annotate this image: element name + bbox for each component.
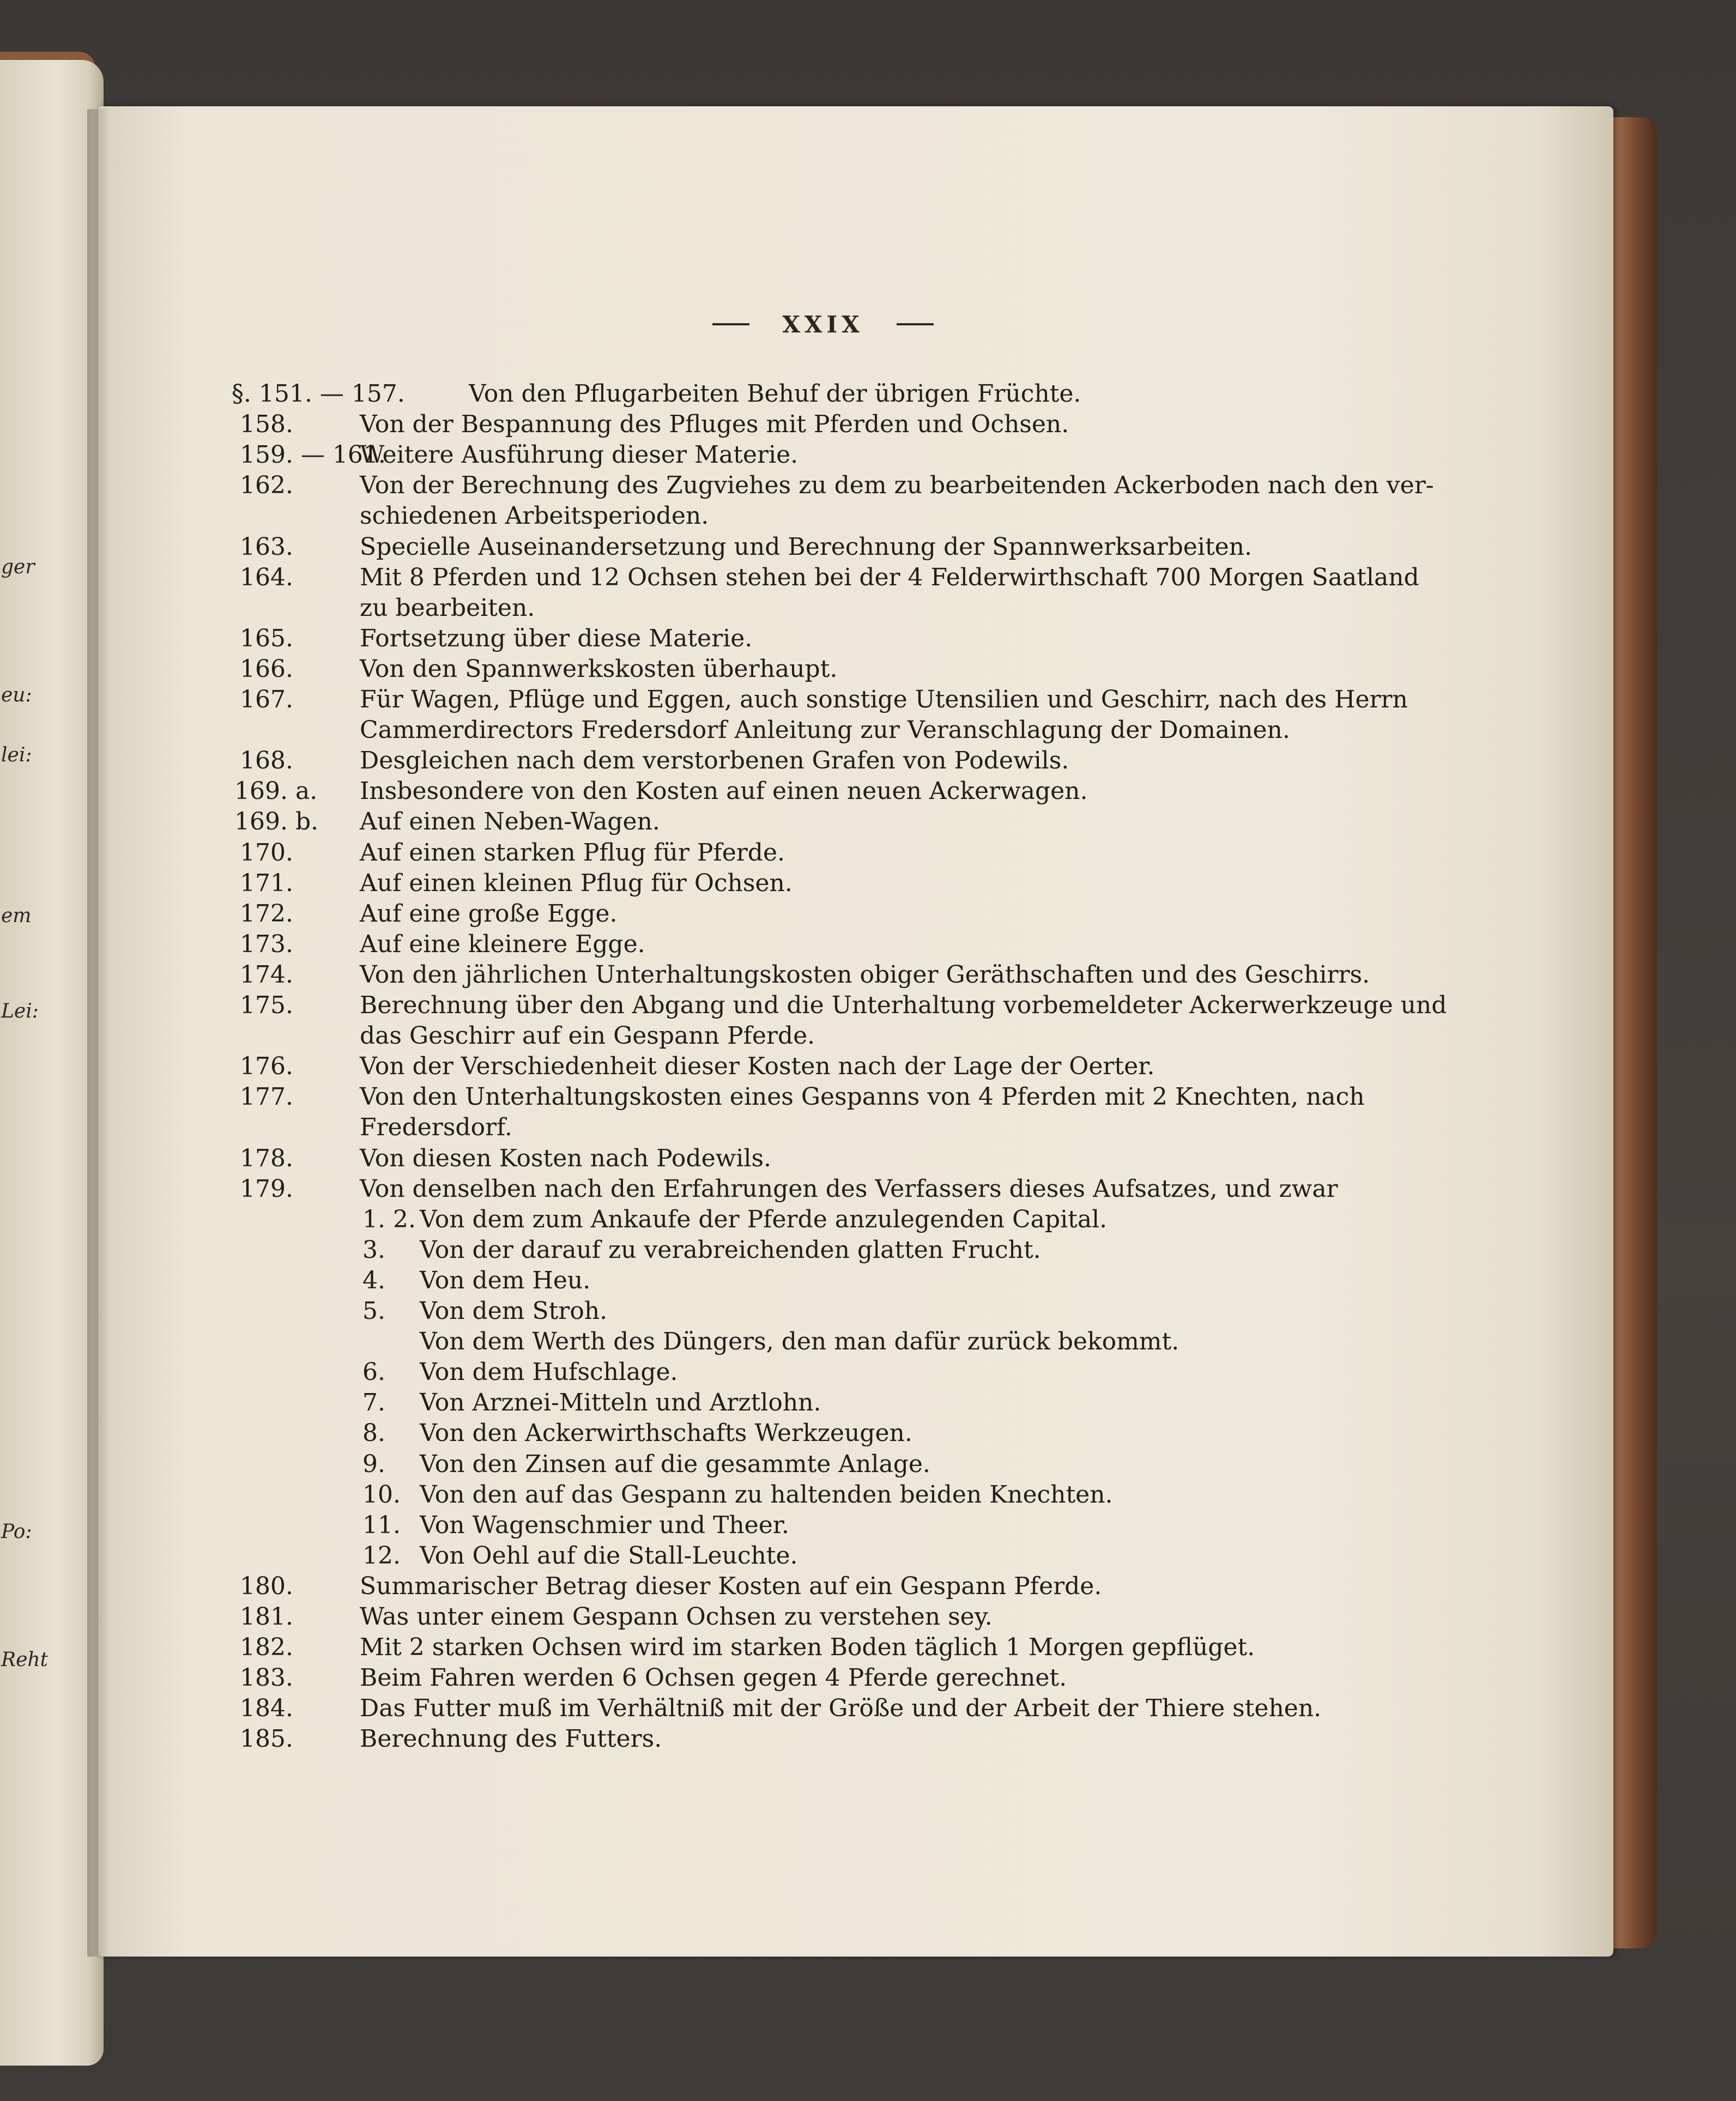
toc-entry-text: Von Oehl auf die Stall-Leuchte. [420,1541,798,1570]
toc-entry-number: 1. 2. [362,1205,416,1233]
toc-entry-text: schiedenen Arbeitsperioden. [360,502,709,530]
toc-entry-text: zu bearbeiten. [360,594,535,622]
toc-entry-text: Fredersdorf. [360,1113,512,1142]
toc-entry-number: 170. [240,838,293,867]
toc-entry-text: Von den Ackerwirthschafts Werkzeugen. [420,1419,912,1448]
toc-entry-text: Berechnung über den Abgang und die Unterhaltung vorbemeldeter Ackerwerkzeuge und [360,991,1447,1019]
toc-entry-number: 171. [240,869,293,897]
toc-entry-number: 6. [362,1358,385,1386]
margin-fragment: Reht [1,1649,49,1671]
toc-entry-number: 183. [240,1664,293,1692]
toc-entry-number: 10. [362,1480,401,1509]
toc-entry-text: das Geschirr auf ein Gespann Pferde. [360,1022,815,1050]
toc-entry-number: 162. [240,471,293,500]
toc-entry-text: Von dem Hufschlage. [420,1358,678,1386]
toc-entry-text: Von den auf das Gespann zu haltenden beiden Knechten. [420,1480,1113,1509]
toc-entry-number: 172. [240,899,293,928]
toc-entry-text: Für Wagen, Pflüge und Eggen, auch sonstige Utensilien und Geschirr, nach des Herrn [360,686,1408,713]
toc-entry-text: Mit 8 Pferden und 12 Ochsen stehen bei der 4 Felderwirthschaft 700 Morgen Saatland [360,563,1419,591]
header-dash-left [712,323,749,325]
toc-entry-text: Von denselben nach den Erfahrungen des Verfassers dieses Aufsatzes, und zwar [360,1174,1338,1203]
toc-entry-number: 11. [362,1511,401,1539]
toc-entry-text: Mit 2 starken Ochsen wird im starken Boden täglich 1 Morgen gepflüget. [360,1633,1255,1662]
toc-entry-number: 180. [240,1572,293,1600]
page-number: XXIX [782,311,864,338]
toc-entry-number: 169. b. [234,808,319,836]
toc-entry-number: 179. [240,1174,293,1203]
margin-fragment: lei: [1,744,32,766]
toc-entry-number: 9. [362,1450,385,1478]
toc-entry-number: 176. [240,1052,293,1081]
toc-entry-number: 181. [240,1603,293,1631]
toc-entry-number: 185. [240,1725,293,1753]
toc-entry-text: Von dem Werth des Düngers, den man dafür zurück bekommt. [420,1328,1179,1356]
toc-entry-number: 7. [362,1389,385,1417]
toc-entry-text: Von dem Stroh. [420,1297,608,1325]
toc-entry-number: 167. [240,686,293,713]
toc-entry-number: 8. [362,1419,385,1448]
toc-entry-text: Von dem zum Ankaufe der Pferde anzulegenden Capital. [420,1205,1108,1233]
toc-entry-number: 159. — 161. [240,441,386,469]
toc-entry-text: Specielle Auseinandersetzung und Berechnung der Spannwerksarbeiten. [360,532,1252,561]
header-dash-right [897,323,934,325]
toc-entry-number: 166. [240,655,293,683]
toc-entry-text: Auf einen kleinen Pflug für Ochsen. [360,869,793,897]
toc-entry-text: Auf einen Neben-Wagen. [360,808,660,836]
toc-entry-number: 163. [240,532,293,561]
toc-entry-text: Auf eine kleinere Egge. [360,930,645,958]
toc-entry-text: Auf eine große Egge. [360,899,618,928]
toc-entry-text: Von den Unterhaltungskosten eines Gespanns von 4 Pferden mit 2 Knechten, nach [360,1083,1365,1111]
toc-entry-text: Von der Verschiedenheit dieser Kosten nach der Lage der Oerter. [360,1052,1155,1081]
toc-entry-number: 165. [240,624,293,652]
toc-entry-number: 174. [240,960,293,989]
toc-entry-number: 168. [240,747,293,775]
toc-entry-number: 182. [240,1633,293,1662]
toc-entry-text: Summarischer Betrag dieser Kosten auf ein Gespann Pferde. [360,1572,1102,1600]
toc-entry-number: 164. [240,563,293,591]
toc-entry-text: Cammerdirectors Fredersdorf Anleitung zur Veranschlagung der Domainen. [360,716,1290,744]
toc-entry-text: Desgleichen nach dem verstorbenen Grafen von Podewils. [360,747,1069,775]
margin-fragment: em [1,905,32,927]
toc-entry-number: 4. [362,1266,385,1294]
toc-entry-number: 5. [362,1297,385,1325]
toc-entry-number: §. 151. — 157. [232,380,405,408]
toc-entry-number: 177. [240,1083,293,1111]
toc-entry-text: Beim Fahren werden 6 Ochsen gegen 4 Pferde gerechnet. [360,1664,1067,1692]
toc-entry-number: 158. [240,410,293,439]
toc-entry-text: Von Wagenschmier und Theer. [420,1511,789,1539]
toc-entry-number: 3. [362,1236,385,1264]
margin-fragment: eu: [1,684,32,706]
toc-entry-text: Berechnung des Futters. [360,1725,662,1753]
toc-entry-number: 173. [240,930,293,958]
toc-entry-number: 169. a. [234,777,318,806]
margin-fragment: Lei: [1,1000,39,1022]
toc-entry-number: 175. [240,991,293,1019]
toc-entry-text: Von den Zinsen auf die gesammte Anlage. [420,1450,930,1478]
toc-entry-text: Von Arznei-Mitteln und Arztlohn. [420,1389,821,1417]
page-gutter [87,109,109,1957]
margin-fragment: ger [1,556,35,578]
toc-entry-text: Von den Spannwerkskosten überhaupt. [360,655,838,683]
toc-entry-text: Von der Bespannung des Pfluges mit Pferden und Ochsen. [360,410,1069,439]
toc-entry-text: Von der Berechnung des Zugviehes zu dem zu bearbeitenden Ackerboden nach den ver- [360,471,1434,500]
toc-entry-number: 178. [240,1144,293,1172]
toc-entry-number: 12. [362,1541,401,1570]
toc-entry-text: Von der darauf zu verabreichenden glatten Frucht. [420,1236,1041,1264]
toc-entry-text: Fortsetzung über diese Materie. [360,624,753,652]
toc-entry-number: 184. [240,1694,293,1723]
toc-entry-text: Weitere Ausführung dieser Materie. [360,441,799,469]
toc-entry-text: Insbesondere von den Kosten auf einen neuen Ackerwagen. [360,777,1088,806]
toc-entry-text: Das Futter muß im Verhältniß mit der Größe und der Arbeit der Thiere stehen. [360,1694,1322,1723]
page-header [654,308,992,341]
toc-entry-text: Was unter einem Gespann Ochsen zu verstehen sey. [360,1603,993,1631]
margin-fragment: Po: [1,1521,32,1543]
toc-entry-text: Von dem Heu. [420,1266,591,1294]
toc-entry-text: Von den Pflugarbeiten Behuf der übrigen Früchte. [469,380,1081,408]
toc-entry-text: Auf einen starken Pflug für Pferde. [360,838,785,867]
toc-entry-text: Von den jährlichen Unterhaltungskosten obiger Geräthschaften und des Geschirrs. [360,960,1370,989]
toc-entry-text: Von diesen Kosten nach Podewils. [360,1144,772,1172]
